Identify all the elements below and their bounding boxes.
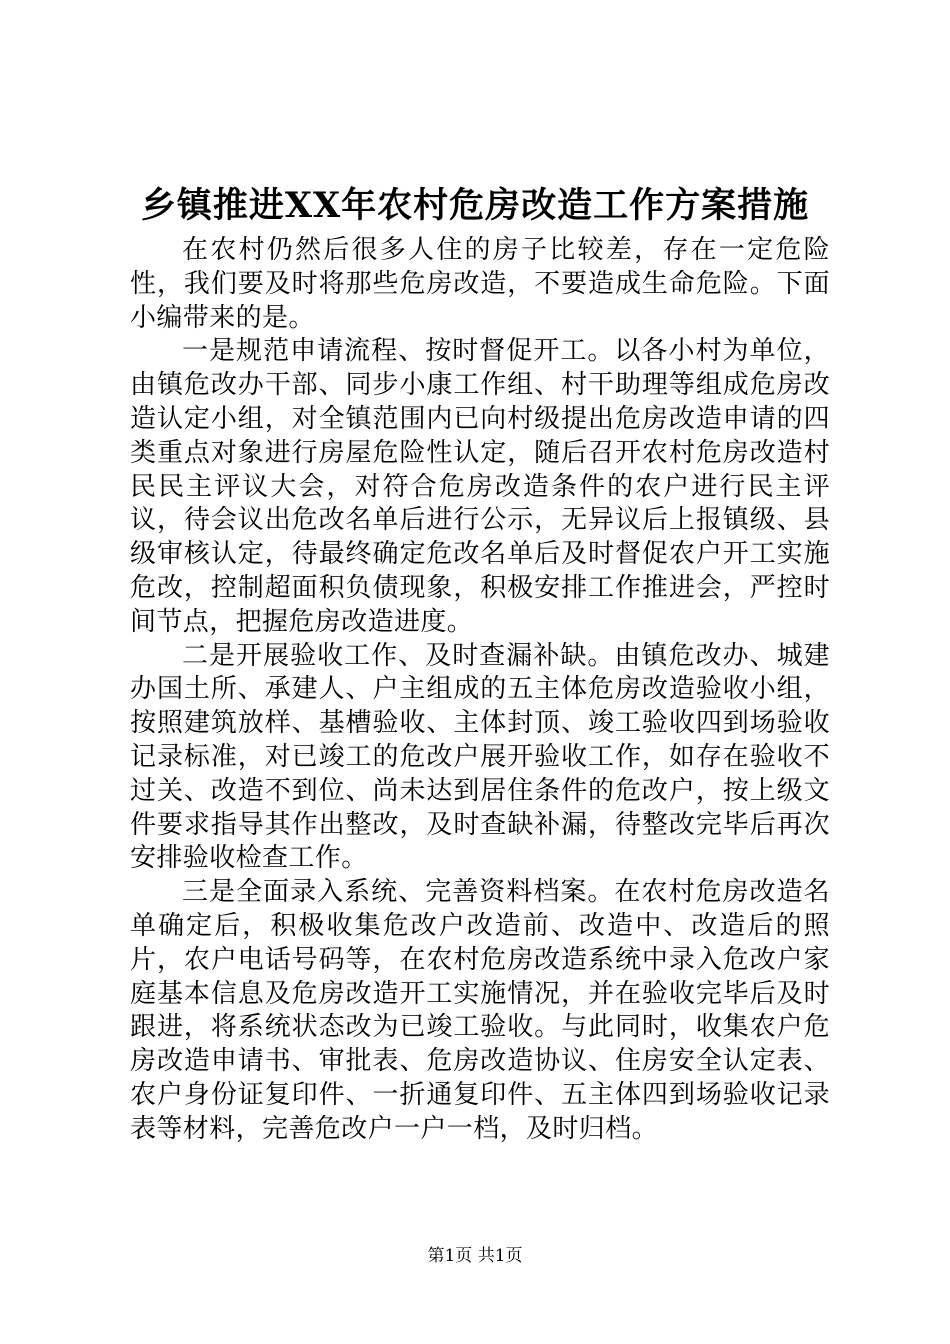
paragraph-point-three: 三是全面录入系统、完善资料档案。在农村危房改造名单确定后，积极收集危改户改造前、改造中、改造后的照片，农户电话号码等，在农村危房改造系统中录入危改户家庭基本信息及危房改造开工实施情况，并在验收完毕后及时跟进，将系统状态改为已竣工验收。与此同时，收集农户危房改造申请书、审批表、危房改造协议、住房安全认定表、农户身份证复印件、一折通复印件、五主体四到场验收记录表等材料，完善危改户一户一档，及时归档。 [130,877,830,1144]
document-body [130,234,830,1147]
document-title: 乡镇推进XX年农村危房改造工作方案措施 [140,185,810,226]
paragraph-point-two: 二是开展验收工作、及时查漏补缺。由镇危改办、城建办国土所、承建人、户主组成的五主体危房改造验收小组，按照建筑放样、基槽验收、主体封顶、竣工验收四到场验收记录标准，对已竣工的危改户展开验收工作，如存在验收不过关、改造不到位、尚未达到居住条件的危改户，按上级文件要求指导其作出整改，及时查缺补漏，待整改完毕后再次安排验收检查工作。 [130,640,830,874]
page-number-footer: 第1页 共1页 [427,1246,523,1266]
paragraph-intro: 在农村仍然后很多人住的房子比较差，存在一定危险性，我们要及时将那些危房改造，不要造成生命危险。下面小编带来的是。 [130,235,830,333]
paragraph-point-one: 一是规范申请流程、按时督促开工。以各小村为单位，由镇危改办干部、同步小康工作组、村干助理等组成危房改造认定小组，对全镇范围内已向村级提出危房改造申请的四类重点对象进行房屋危险性认定，随后召开农村危房改造村民民主评议大会，对符合危房改造条件的农户进行民主评议，待会议出危改名单后进行公示，无异议后上报镇级、县级审核认定，待最终确定危改名单后及时督促农户开工实施危改，控制超面积负债现象，积极安排工作推进会，严控时间节点，把握危房改造进度。 [130,336,830,637]
